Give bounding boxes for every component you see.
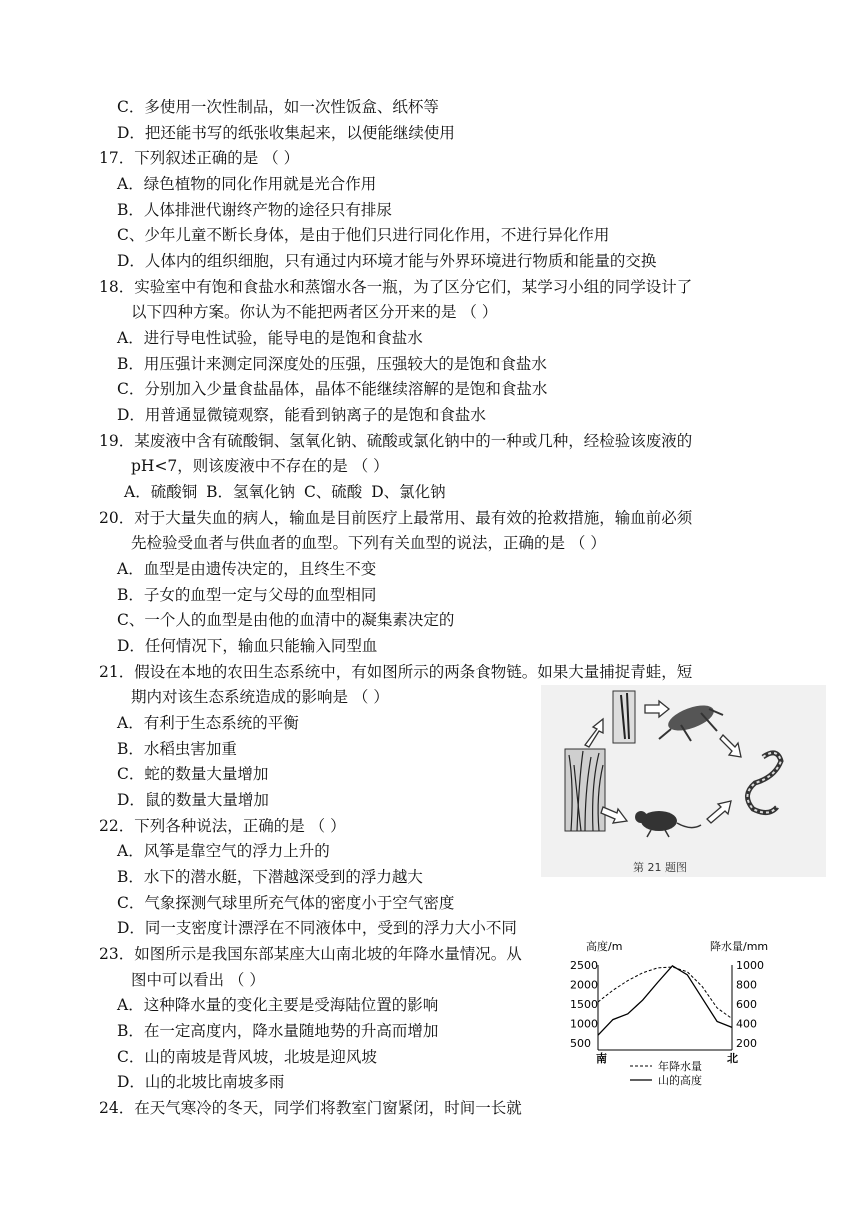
q18-option-b: B．用压强计来测定同深度处的压强，压强较大的是饱和食盐水 — [117, 355, 547, 373]
q21-option-c: C．蛇的数量大量增加 — [117, 765, 269, 783]
q21-stem: 21．假设在本地的农田生态系统中，有如图所示的两条食物链。如果大量捕捉青蛙，短 — [99, 663, 693, 681]
right-tick-label: 800 — [736, 978, 757, 992]
q19-stem-cont: pH<7，则该废液中不存在的是 （ ） — [131, 457, 389, 475]
x-label-south: 南 — [596, 1052, 607, 1065]
q20-stem: 20．对于大量失血的病人，输血是目前医疗上最常用、最有效的抢救措施，输血前必须 — [99, 509, 693, 527]
q21-option-b: B．水稻虫害加重 — [117, 740, 237, 758]
arrow-insect-to-frog-icon — [645, 701, 669, 717]
q23-stem: 23．如图所示是我国东部某座大山南北坡的年降水量情况。从 — [99, 945, 522, 963]
q21-option-d: D．鼠的数量大量增加 — [117, 791, 269, 809]
q23-option-c: C．山的南坡是背风坡，北坡是迎风坡 — [117, 1048, 377, 1066]
q22-option-a: A．风筝是靠空气的浮力上升的 — [117, 842, 330, 860]
q23-option-a: A．这种降水量的变化主要是受海陆位置的影响 — [117, 996, 439, 1014]
snake-icon — [747, 753, 781, 813]
x-label-north: 北 — [727, 1052, 738, 1065]
q17-stem: 17．下列叙述正确的是 （ ） — [99, 149, 300, 167]
q16-option-c: C．多使用一次性制品，如一次性饭盒、纸杯等 — [117, 98, 439, 116]
q22-option-c: C．气象探测气球里所充气体的密度小于空气密度 — [117, 894, 455, 912]
precipitation-chart — [570, 938, 769, 1088]
q20-option-c: C、一个人的血型是由他的血清中的凝集素决定的 — [117, 611, 455, 629]
q22-option-d: D．同一支密度计漂浮在不同液体中，受到的浮力大小不同 — [117, 919, 517, 937]
rice-plant-icon — [565, 749, 605, 831]
q16-option-d: D．把还能书写的纸张收集起来，以便能继续使用 — [117, 124, 455, 142]
legend-height-label: 山的高度 — [658, 1074, 702, 1087]
frog-icon — [659, 700, 723, 741]
right-tick-label: 600 — [736, 998, 757, 1011]
left-tick-label: 1000 — [570, 1017, 598, 1031]
right-tick-label: 400 — [736, 1017, 757, 1031]
left-tick-label: 2500 — [570, 959, 598, 972]
q23-option-d: D．山的北坡比南坡多雨 — [117, 1073, 285, 1091]
left-axis-label: 高度/m — [586, 940, 623, 953]
mouse-icon — [635, 811, 701, 837]
q21-option-a: A．有利于生态系统的平衡 — [117, 714, 299, 732]
q18-option-d: D．用普通显微镜观察，能看到钠离子的是饱和食盐水 — [117, 406, 486, 424]
q22-option-b: B．水下的潜水艇，下潜越深受到的浮力越大 — [117, 868, 423, 886]
q20-option-d: D．任何情况下，输血只能输入同型血 — [117, 637, 378, 655]
food-chain-drawing — [541, 685, 826, 877]
q17-option-d: D．人体内的组织细胞，只有通过内环境才能与外界环境进行物质和能量的交换 — [117, 252, 657, 270]
q20-option-a: A．血型是由遗传决定的，且终生不变 — [117, 560, 377, 578]
food-chain-arrows — [585, 701, 741, 823]
chart-svg — [570, 938, 769, 1088]
q17-option-c: C、少年儿童不断长身体，是由于他们只进行同化作用，不进行异化作用 — [117, 226, 610, 244]
q18-option-a: A．进行导电性试验，能导电的是饱和食盐水 — [117, 329, 423, 347]
q18-stem-cont: 以下四种方案。你认为不能把两者区分开来的是 （ ） — [131, 303, 498, 321]
q19-stem: 19．某废液中含有硫酸铜、氢氧化钠、硫酸或氯化钠中的一种或几种，经检验该废液的 — [99, 432, 693, 450]
q17-option-b: B．人体排泄代谢终产物的途径只有排尿 — [117, 201, 392, 219]
right-axis-label: 降水量/mm — [710, 940, 769, 953]
food-chain-figure — [541, 685, 826, 877]
arrow-rice-to-insect-icon — [585, 719, 603, 747]
q23-stem-cont: 图中可以看出 （ ） — [131, 971, 265, 989]
figure-caption: 第 21 题图 — [633, 861, 687, 874]
arrow-mouse-to-snake-icon — [707, 801, 731, 823]
q24-stem: 24．在天气寒冷的冬天，同学们将教室门窗紧闭，时间一长就 — [99, 1099, 522, 1117]
q23-option-b: B．在一定高度内，降水量随地势的升高而增加 — [117, 1022, 439, 1040]
q22-stem: 22．下列各种说法，正确的是 （ ） — [99, 817, 346, 835]
left-tick-label: 500 — [570, 1037, 591, 1050]
legend-precip-label: 年降水量 — [658, 1060, 702, 1073]
right-tick-label: 1000 — [736, 959, 764, 972]
q20-option-b: B．子女的血型一定与父母的血型相同 — [117, 586, 377, 604]
q18-option-c: C．分别加入少量食盐晶体，晶体不能继续溶解的是饱和食盐水 — [117, 380, 548, 398]
q21-stem-cont: 期内对该生态系统造成的影响是 （ ） — [131, 688, 389, 706]
right-tick-label: 200 — [736, 1037, 757, 1050]
left-tick-label: 2000 — [570, 978, 598, 992]
q17-option-a: A．绿色植物的同化作用就是光合作用 — [117, 175, 377, 193]
q20-stem-cont: 先检验受血者与供血者的血型。下列有关血型的说法，正确的是 （ ） — [131, 534, 606, 552]
q19-options: A．硫酸铜 B．氢氧化钠 C、硫酸 D、氯化钠 — [124, 483, 446, 501]
insect-icon — [613, 691, 635, 743]
q18-stem: 18．实验室中有饱和食盐水和蒸馏水各一瓶，为了区分它们，某学习小组的同学设计了 — [99, 278, 693, 296]
arrow-frog-to-snake-icon — [720, 735, 741, 757]
left-tick-label: 1500 — [570, 998, 598, 1011]
